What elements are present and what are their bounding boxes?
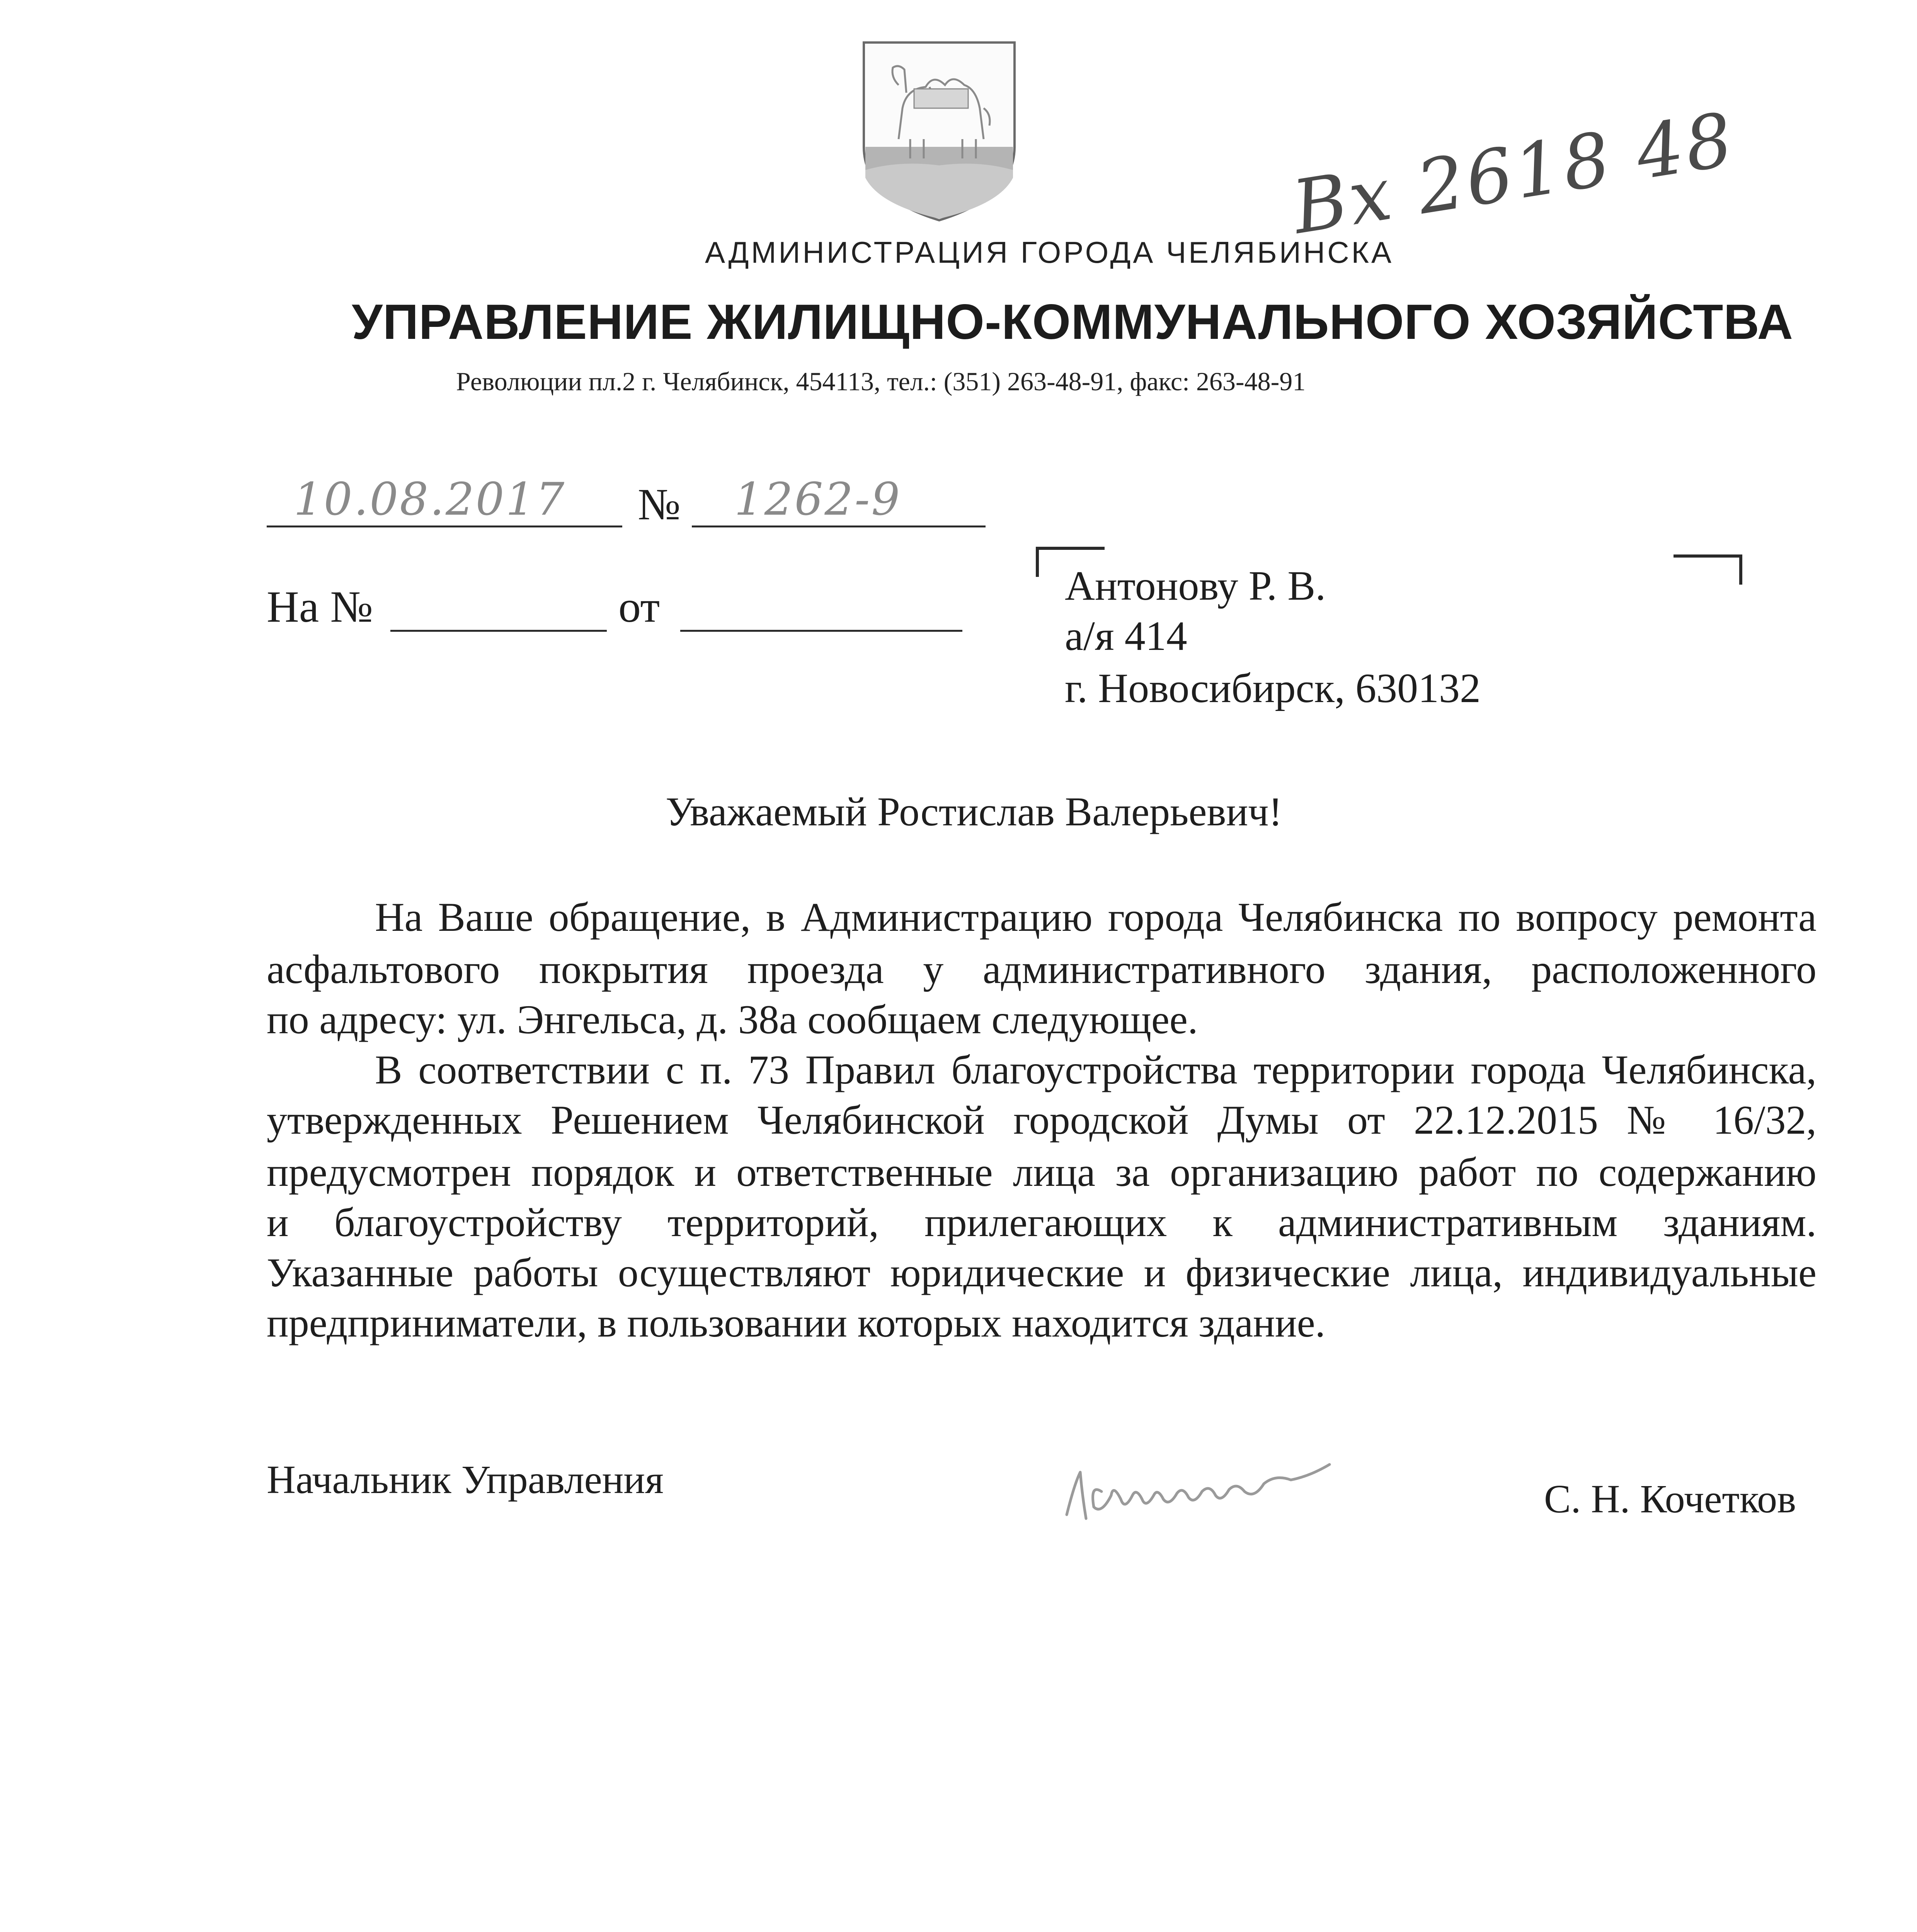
body-line: утвержденных Решением Челябинской городской Думы от 22.12.2015 № 16/32,: [267, 1097, 1817, 1143]
handwritten-signature-icon: [1044, 1437, 1360, 1538]
administration-name: АДМИНИСТРАЦИЯ ГОРОДА ЧЕЛЯБИНСКА: [705, 235, 1394, 269]
department-name: УПРАВЛЕНИЕ ЖИЛИЩНО-КОММУНАЛЬНОГО ХОЗЯЙСТВА: [352, 294, 1793, 350]
recipient-po-box: а/я 414: [1065, 613, 1187, 659]
body-line: асфальтового покрытия проезда у административного здания, расположенного: [267, 947, 1817, 992]
department-address: Революции пл.2 г. Челябинск, 454113, тел.: (351) 263-48-91, факс: 263-48-91: [456, 367, 1306, 396]
addressee-corner-right: [1674, 554, 1742, 585]
body-line: Указанные работы осуществляют юридические и физические лица, индивидуальные: [267, 1250, 1817, 1295]
outgoing-number-label: №: [638, 480, 681, 529]
outgoing-date-line: [267, 526, 622, 527]
city-coat-of-arms-icon: [852, 31, 1026, 224]
body-line: предусмотрен порядок и ответственные лица за организацию работ по содержанию: [267, 1150, 1817, 1195]
reply-from-label: от: [618, 582, 660, 632]
body-line: На Ваше обращение, в Администрацию города Челябинска по вопросу ремонта: [375, 895, 1817, 940]
body-line: и благоустройству территорий, прилегающих к административным зданиям.: [267, 1200, 1817, 1245]
reply-number-line: [390, 630, 607, 632]
incoming-registration-note: Вх 2618 48: [1287, 96, 1741, 251]
body-line: В соответствии с п. 73 Правил благоустройства территории города Челябинска,: [375, 1047, 1817, 1092]
body-line: по адресу: ул. Энгельса, д. 38а сообщаем следующее.: [267, 997, 1198, 1042]
signer-name: С. Н. Кочетков: [1544, 1477, 1796, 1521]
body-line: предприниматели, в пользовании которых находится здание.: [267, 1300, 1326, 1345]
recipient-city: г. Новосибирск, 630132: [1065, 665, 1481, 711]
reply-from-line: [680, 630, 962, 632]
recipient-name: Антонову Р. В.: [1065, 563, 1326, 609]
outgoing-number: 1262-9: [734, 473, 902, 526]
reply-number-label: На №: [267, 582, 373, 632]
outgoing-number-line: [692, 526, 986, 527]
outgoing-date: 10.08.2017: [294, 473, 566, 526]
salutation: Уважаемый Ростислав Валерьевич!: [666, 789, 1282, 834]
signer-title: Начальник Управления: [267, 1458, 664, 1502]
